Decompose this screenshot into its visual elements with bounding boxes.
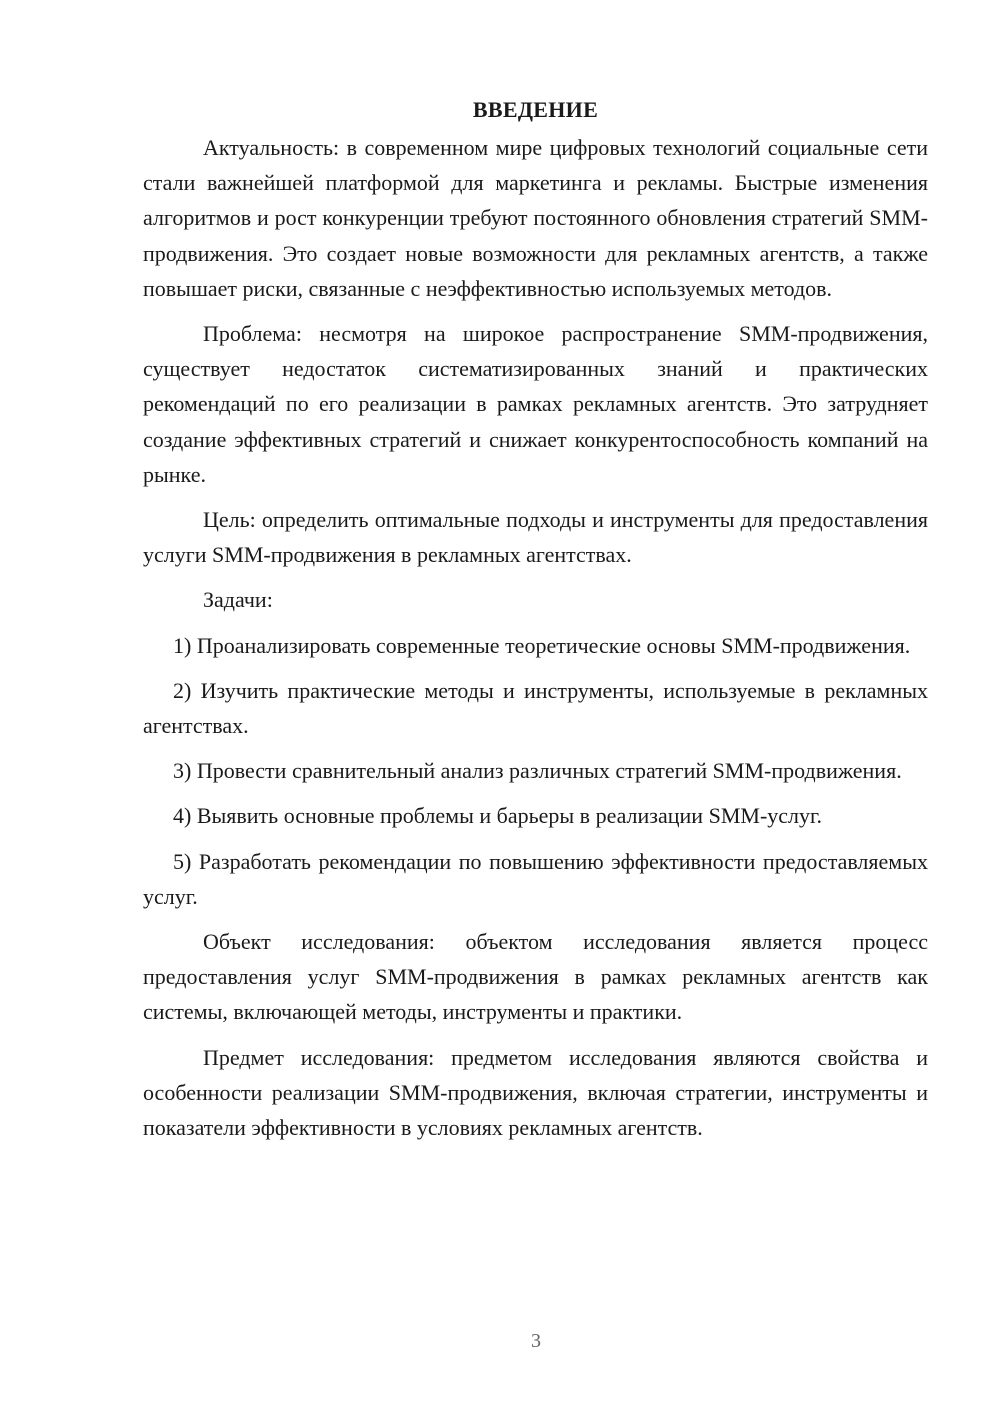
paragraph-object: Объект исследования: объектом исследования является процесс предоставления услуг SMM-продвижения в рамках рекламных агентств как системы, включающей методы, инструменты и практики. [143, 929, 928, 1025]
paragraph-subject: Предмет исследования: предметом исследования являются свойства и особенности реализации SMM-продвижения, включая стратегии, инструменты и показатели эффективности в условиях рекламных агентств. [143, 1044, 928, 1141]
document-page [143, 92, 928, 1155]
paragraph-goal: Цель: определить оптимальные подходы и инструменты для предоставления услуги SMM-продвижения в рекламных агентствах. [143, 507, 928, 568]
paragraph-tasks-label: Задачи: [203, 587, 273, 613]
page-number: 3 [531, 1330, 541, 1352]
task-item-3: 3) Провести сравнительный анализ различных стратегий SMM-продвижения. [173, 758, 902, 784]
task-item-4: 4) Выявить основные проблемы и барьеры в реализации SMM-услуг. [173, 803, 823, 829]
paragraph-problem: Проблема: несмотря на широкое распространение SMM-продвижения, существует недостаток систематизированных знаний и практических рекомендаций по его реализации в рамках рекламных агентств. Это затрудняет создание эффективных стратегий и снижает конкурентоспособность компаний на рынке. [143, 321, 928, 487]
section-heading: ВВЕДЕНИЕ [472, 97, 599, 122]
task-item-1: 1) Проанализировать современные теоретические основы SMM-продвижения. [173, 632, 911, 658]
task-item-5: 5) Разработать рекомендации по повышению эффективности предоставляемых услуг. [143, 848, 928, 909]
task-item-2: 2) Изучить практические методы и инструменты, используемые в рекламных агентствах. [143, 677, 928, 739]
paragraph-relevance: Актуальность: в современном мире цифровых технологий социальные сети стали важнейшей платформой для маркетинга и рекламы. Быстрые изменения алгоритмов и рост конкуренции требуют постоянного обновления стратегий SMM-продвижения. Это создает новые возможности для рекламных агентств, а также повышает риски, связанные с неэффективностью используемых методов. [143, 135, 928, 301]
